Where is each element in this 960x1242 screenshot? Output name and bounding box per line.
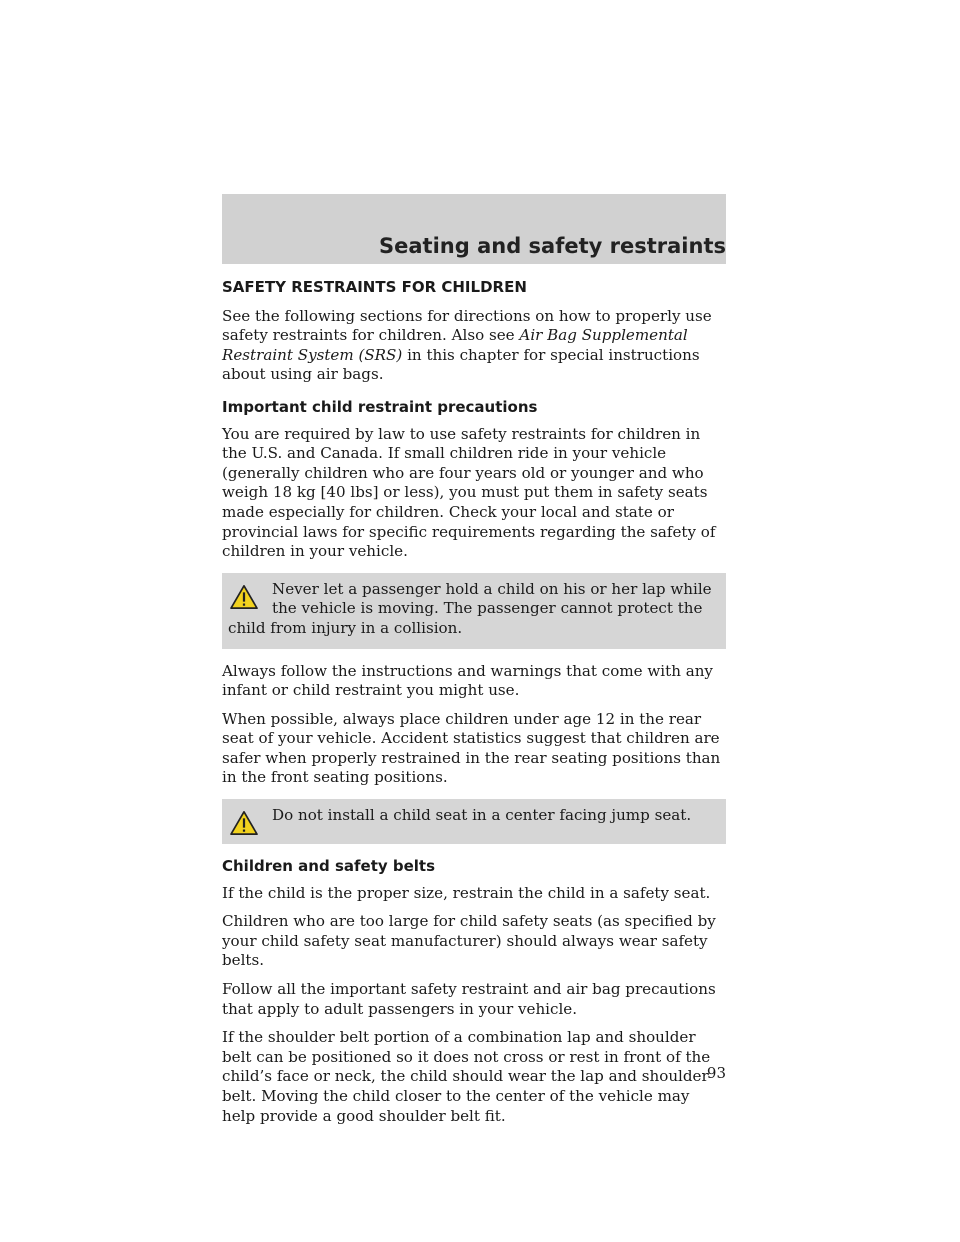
page-number: 93 <box>706 1064 726 1082</box>
srs-reference-link: Air Bag Supplemental Restraint System (SRS) <box>222 326 688 364</box>
intro-paragraph <box>222 307 726 385</box>
warning-box-lap <box>222 573 726 649</box>
precautions-heading: Important child restraint precautions <box>222 397 538 416</box>
section-title: SAFETY RESTRAINTS FOR CHILDREN <box>222 278 527 296</box>
warning-text-lap: Never let a passenger hold a child on his or her lap while the vehicle is moving. The passenger cannot protect the child from injury in a collision. <box>228 579 712 637</box>
belts-paragraph-1: If the child is the proper size, restrain the child in a safety seat. <box>222 883 711 902</box>
intro-text-2: in this chapter for special instructions about using air bags. <box>222 345 700 384</box>
precautions-paragraph-2: Always follow the instructions and warnings that come with any infant or child restraint you might use. <box>222 661 713 700</box>
precautions-paragraph-3: When possible, always place children under age 12 in the rear seat of your vehicle. Accident statistics suggest that children are safer when properly restrained in the rear seating positions than in the front seating positions. <box>222 709 721 787</box>
warning-triangle-icon <box>228 584 260 610</box>
belts-paragraph-4: If the shoulder belt portion of a combination lap and shoulder belt can be positioned so it does not cross or rest in front of the child’s face or neck, the child should wear the lap and shoulder belt. Moving the child closer to the center of the vehicle may help provide a good shoulder belt fit. <box>222 1028 711 1125</box>
belts-paragraph-2: Children who are too large for child safety seats (as specified by your child safety seat manufacturer) should always wear safety belts. <box>222 912 716 970</box>
precautions-paragraph-1: You are required by law to use safety restraints for children in the U.S. and Canada. If small children ride in your vehicle (generally children who are four years old or younger and who weigh 18 kg [40 lbs] or less), you must put them in safety seats made especially for children. Check your local and state or provincial laws for specific requirements regarding the safety of children in your vehicle. <box>222 424 716 561</box>
chapter-title: Seating and safety restraints <box>379 234 726 258</box>
warning-box-jump-seat <box>222 799 726 844</box>
belts-paragraph-3: Follow all the important safety restraint and air bag precautions that apply to adult passengers in your vehicle. <box>222 980 716 1018</box>
belts-heading: Children and safety belts <box>222 857 436 876</box>
intro-text-1: See the following sections for directions on how to properly use safety restraints for children. Also see <box>222 306 712 345</box>
warning-triangle-icon <box>228 810 260 836</box>
chapter-header-band <box>222 194 726 264</box>
warning-text-jump-seat: Do not install a child seat in a center facing jump seat. <box>272 806 692 825</box>
page-content <box>222 278 726 1135</box>
